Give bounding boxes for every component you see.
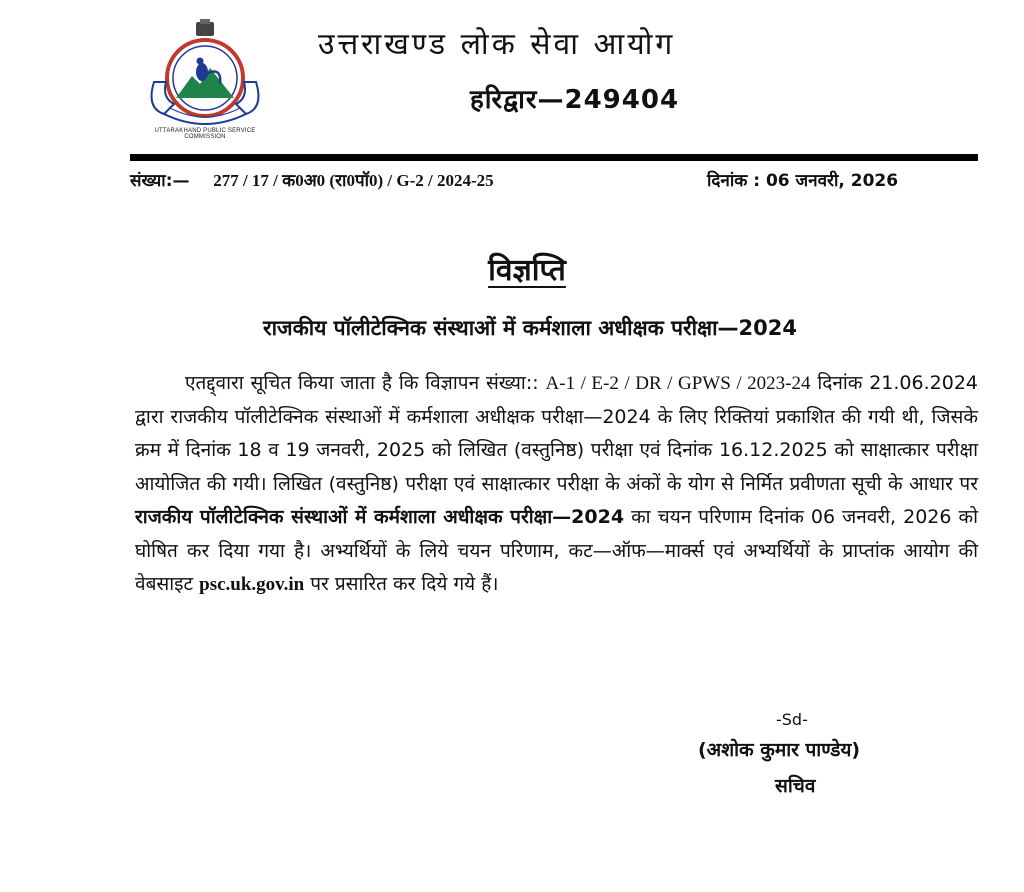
website-link[interactable]: psc.uk.gov.in <box>199 574 305 595</box>
signatory-designation: सचिव <box>775 775 816 797</box>
body-part-3: का चयन परिणाम दिनांक 06 जनवरी, 2026 को घोषित कर दिया गया है। अभ्यर्थियों के लिये चयन परिणाम, कट—ऑफ—मार्क्स एवं अभ्यर्थियों के प्राप्तांक आयोग की वेबसाइट <box>135 506 978 595</box>
exam-name-bold: राजकीय पॉलीटेक्निक संस्थाओं में कर्मशाला अधीक्षक परीक्षा—2024 <box>135 506 625 528</box>
reference-value: 277 / 17 / क0अ0 (रा0पॉ0) / G-2 / 2024-25 <box>213 171 494 190</box>
notice-title: विज्ञप्ति <box>488 253 566 288</box>
organization-name: उत्तराखण्ड लोक सेवा आयोग <box>318 27 676 62</box>
reference-prefix: संख्या:— <box>130 171 190 191</box>
body-part-4: पर प्रसारित कर दिये गये हैं। <box>304 573 499 595</box>
date-label: दिनांक : <box>707 171 761 191</box>
logo-caption: UTTARAKHAND PUBLIC SERVICE COMMISSION <box>154 128 256 140</box>
signatory-name: (अशोक कुमार पाण्डेय) <box>698 739 861 761</box>
body-part-2: दिनांक 21.06.2024 द्वारा राजकीय पॉलीटेक्निक संस्थाओं में कर्मशाला अधीक्षक परीक्षा—2024 के लिए रिक्तियां प्रकाशित की गयी थी, जिसके क्रम में दिनांक 18 व 19 जनवरी, 2025 को लिखित (वस्तुनिष्ठ) परीक्षा एवं दिनांक 16.12.2025 को साक्षात्कार परीक्षा आयोजित की गयी। लिखित (वस्तुनिष्ठ) परीक्षा एवं साक्षात्कार परीक्षा के अंकों के योग से निर्मित प्रवीणता सूची के आधार पर <box>135 372 979 495</box>
body-part-1: एतद्द्वारा सूचित किया जाता है कि विज्ञापन संख्या:: <box>185 372 539 394</box>
date-value: 06 जनवरी, 2026 <box>765 171 899 191</box>
notice-body <box>135 367 978 602</box>
header-divider <box>130 154 978 161</box>
commission-seal-icon <box>134 18 276 142</box>
notice-date <box>707 168 977 191</box>
signature-sd: -Sd- <box>776 710 808 729</box>
notice-subject: राजकीय पॉलीटेक्निक संस्थाओं में कर्मशाला अधीक्षक परीक्षा—2024 <box>263 316 797 340</box>
reference-number <box>130 168 610 191</box>
organization-address: हरिद्वार—249404 <box>470 85 680 115</box>
advertisement-number: A-1 / E-2 / DR / GPWS / 2023-24 <box>545 373 811 394</box>
